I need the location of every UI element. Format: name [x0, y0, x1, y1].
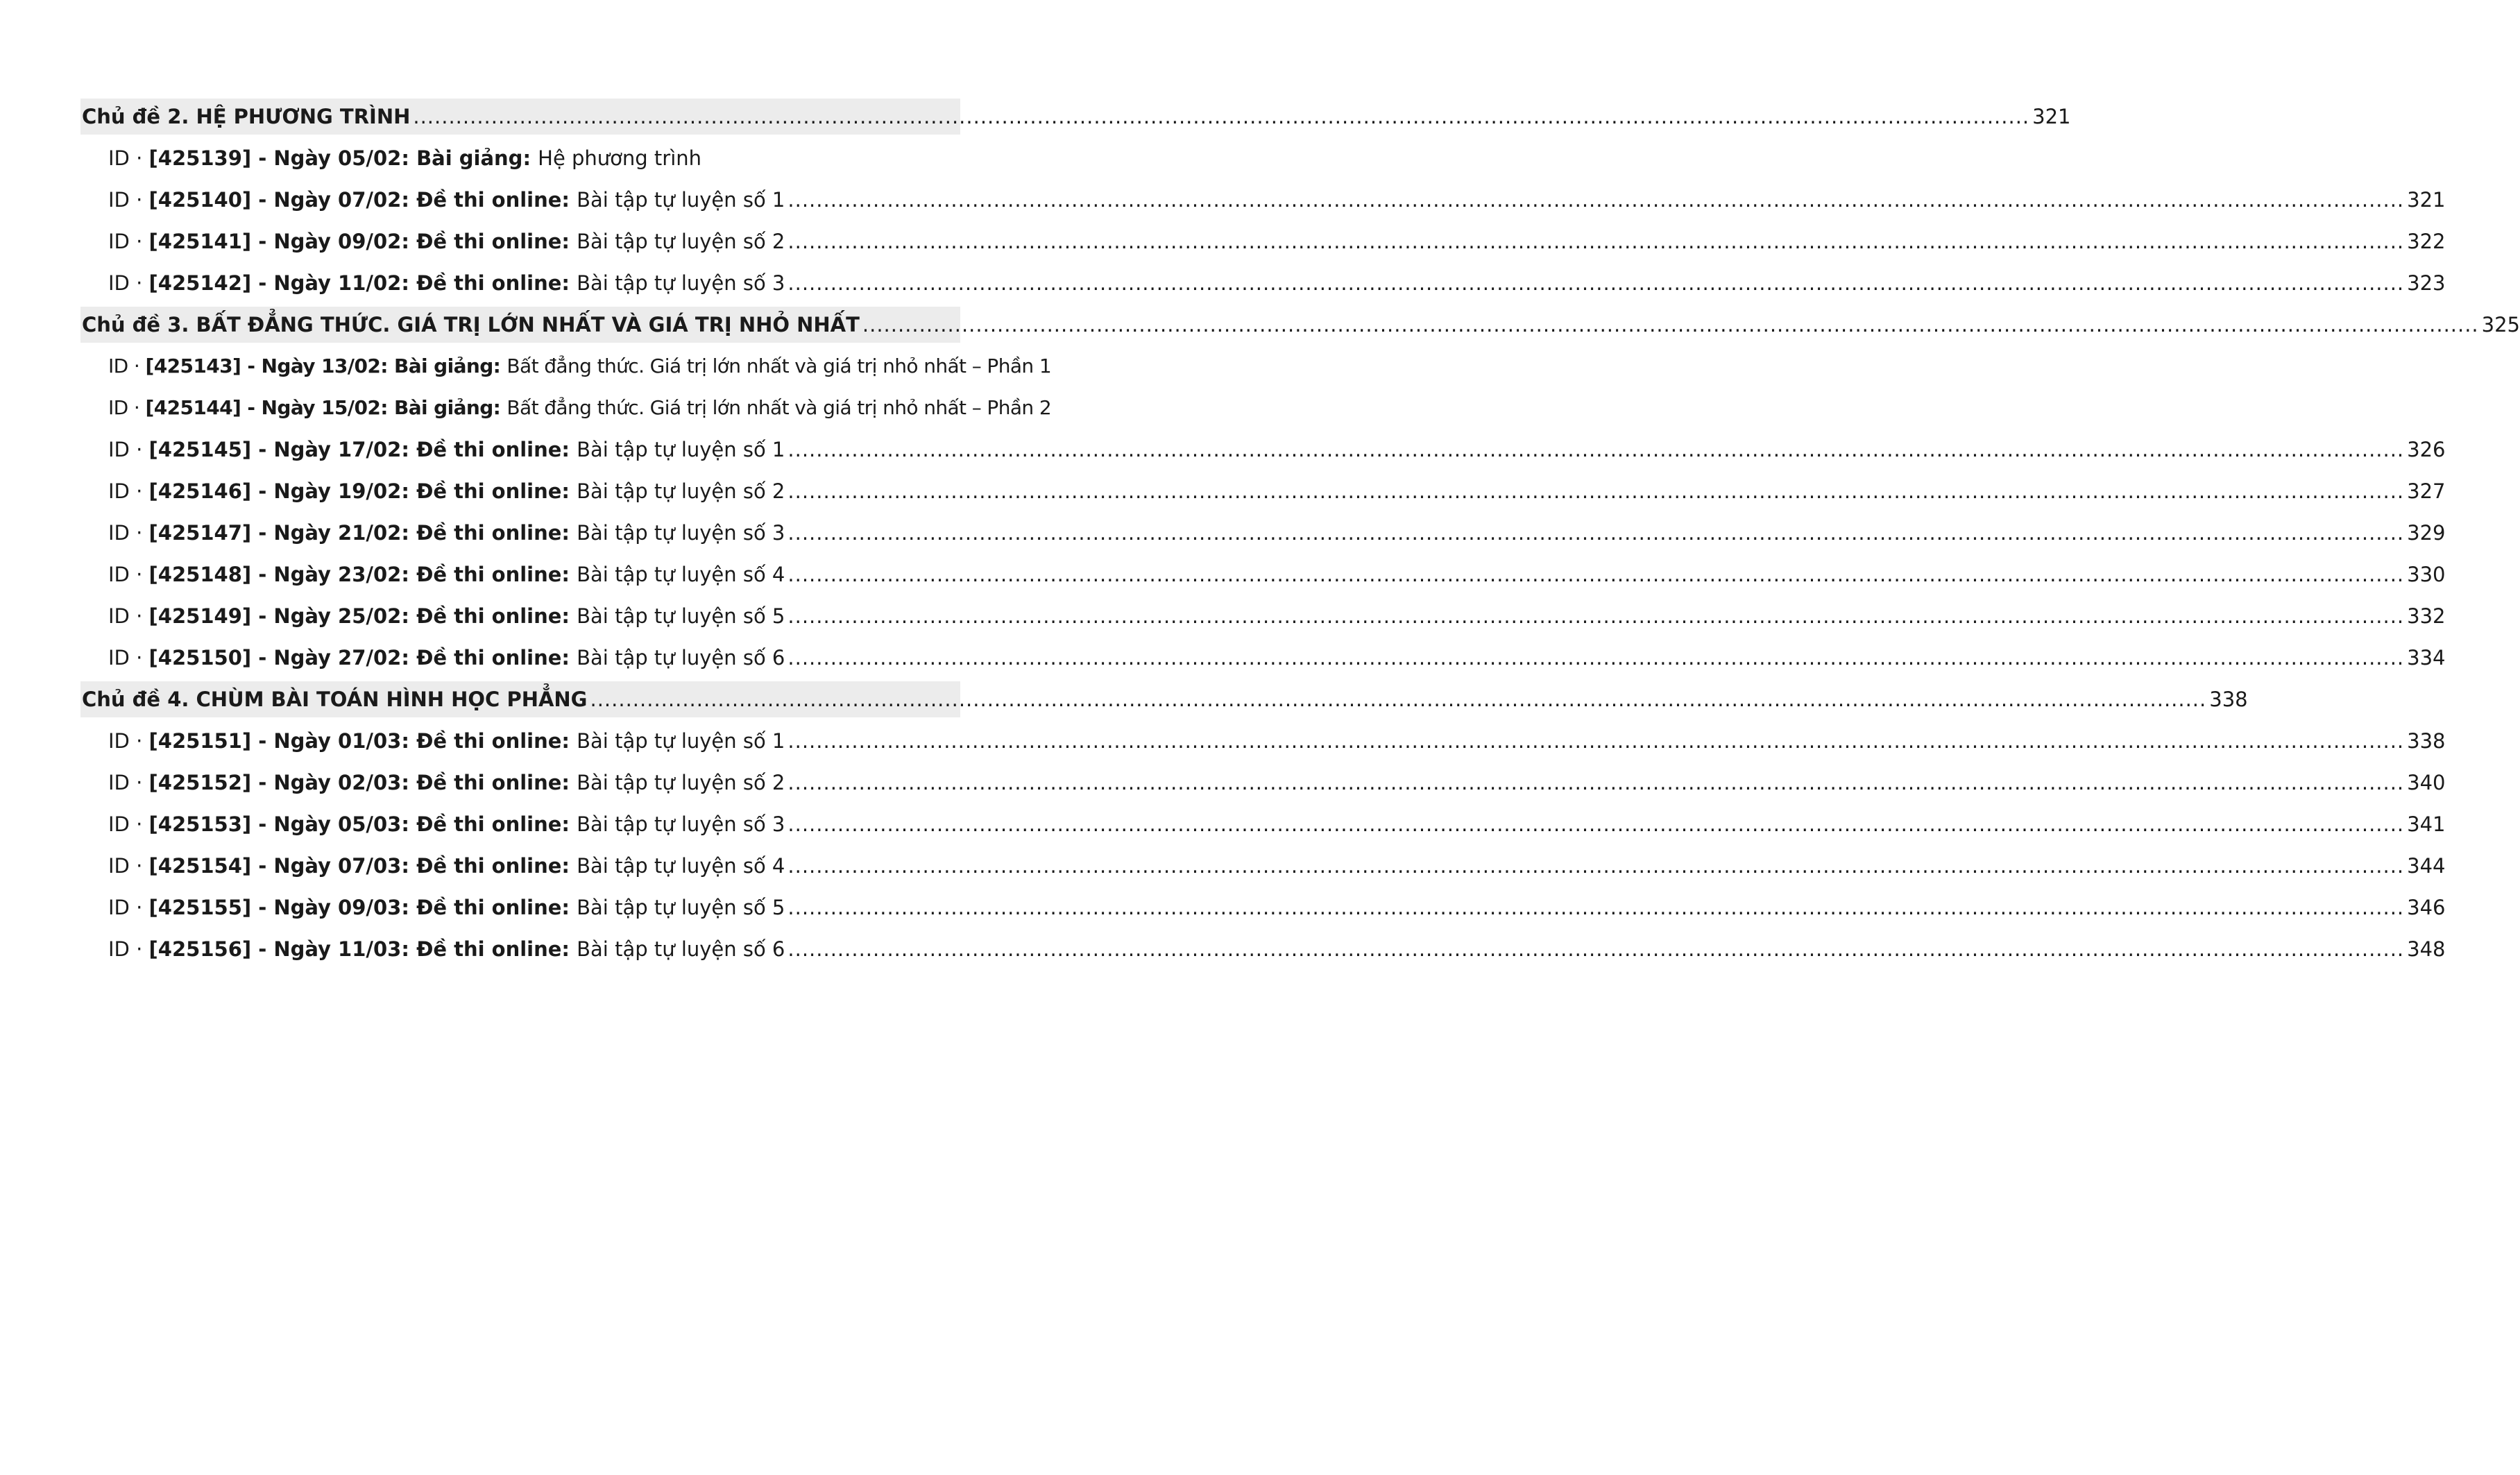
item-code: [425148] - Ngày 23/02:	[148, 563, 417, 586]
page-number: 348	[2407, 937, 2446, 961]
item-type: Đề thi online:	[416, 896, 577, 919]
item-code: [425154] - Ngày 07/03:	[148, 854, 417, 878]
dot-leader	[788, 720, 2404, 762]
item-type: Đề thi online:	[416, 479, 577, 503]
page-number: 340	[2407, 771, 2446, 794]
toc-topic-2[interactable]	[80, 99, 2071, 135]
page-number: 329	[2407, 521, 2446, 545]
item-prefix: ID ·	[108, 355, 146, 377]
topic-label: Chủ đề 3. BẤT ĐẲNG THỨC. GIÁ TRỊ LỚN NHẤT VÀ GIÁ TRỊ NHỎ NHẤT	[82, 313, 860, 336]
toc-item[interactable]	[80, 928, 2446, 970]
dot-leader	[590, 681, 2206, 717]
item-prefix: ID ·	[108, 479, 149, 503]
item-prefix: ID ·	[108, 188, 149, 212]
item-title: Bài tập tự luyện số 2	[577, 771, 785, 794]
item-code: [425156] - Ngày 11/03:	[148, 937, 417, 961]
item-prefix: ID ·	[108, 771, 149, 794]
item-type: Đề thi online:	[416, 937, 577, 961]
item-prefix: ID ·	[108, 230, 149, 253]
toc-item[interactable]	[80, 512, 2446, 554]
item-code: [425147] - Ngày 21/02:	[148, 521, 417, 545]
item-type: Đề thi online:	[416, 812, 577, 836]
item-code: [425142] - Ngày 11/02:	[148, 271, 417, 295]
item-prefix: ID ·	[108, 729, 149, 753]
page-number: 332	[2407, 604, 2446, 628]
item-title: Hệ phương trình	[538, 146, 702, 170]
toc-item[interactable]	[80, 762, 2446, 803]
dot-leader	[788, 429, 2404, 470]
item-prefix: ID ·	[108, 937, 149, 961]
dot-leader	[788, 595, 2404, 637]
item-type: Đề thi online:	[416, 521, 577, 545]
page-number: 321	[2032, 105, 2071, 128]
item-type: Đề thi online:	[416, 563, 577, 586]
page-number: 323	[2407, 271, 2446, 295]
item-prefix: ID ·	[108, 563, 149, 586]
item-code: [425150] - Ngày 27/02:	[148, 646, 417, 670]
item-type: Đề thi online:	[416, 854, 577, 878]
topic-label: Chủ đề 4. CHÙM BÀI TOÁN HÌNH HỌC PHẲNG	[82, 688, 588, 711]
item-code: [425144] - Ngày 15/02:	[145, 396, 394, 419]
item-prefix: ID ·	[108, 812, 149, 836]
item-title: Bài tập tự luyện số 2	[577, 479, 785, 503]
item-type: Bài giảng:	[393, 355, 507, 377]
page-number: 330	[2407, 563, 2446, 586]
toc-item[interactable]	[80, 137, 960, 179]
item-title: Bài tập tự luyện số 3	[577, 812, 785, 836]
toc-item[interactable]	[80, 637, 2446, 679]
dot-leader	[788, 928, 2404, 970]
page-number: 325	[2481, 313, 2520, 336]
item-title: Bài tập tự luyện số 4	[577, 854, 785, 878]
toc-item[interactable]	[80, 179, 2446, 221]
item-prefix: ID ·	[108, 896, 149, 919]
toc-topic-4[interactable]	[80, 681, 2248, 717]
dot-leader	[788, 554, 2404, 595]
page-number: 346	[2407, 896, 2446, 919]
item-title: Bài tập tự luyện số 6	[577, 646, 785, 670]
item-prefix: ID ·	[108, 604, 149, 628]
item-title: Bài tập tự luyện số 3	[577, 521, 785, 545]
page-number: 338	[2407, 729, 2446, 753]
item-title: Bài tập tự luyện số 1	[577, 188, 785, 212]
toc-item[interactable]	[80, 803, 2446, 845]
item-title: Bất đẳng thức. Giá trị lớn nhất và giá trị nhỏ nhất – Phần 1	[506, 355, 1052, 377]
toc-item[interactable]	[80, 221, 2446, 262]
toc-item[interactable]	[80, 346, 1052, 387]
item-code: [425140] - Ngày 07/02:	[148, 188, 417, 212]
item-code: [425149] - Ngày 25/02:	[148, 604, 417, 628]
item-code: [425155] - Ngày 09/03:	[148, 896, 417, 919]
item-type: Đề thi online:	[416, 646, 577, 670]
item-prefix: ID ·	[108, 146, 149, 170]
item-title: Bài tập tự luyện số 2	[577, 230, 785, 253]
dot-leader	[788, 637, 2404, 679]
toc-item[interactable]	[80, 429, 2446, 470]
dot-leader	[862, 307, 2479, 343]
toc-item[interactable]	[80, 387, 1052, 429]
item-title: Bài tập tự luyện số 5	[577, 896, 785, 919]
dot-leader	[788, 845, 2404, 887]
item-title: Bài tập tự luyện số 4	[577, 563, 785, 586]
item-prefix: ID ·	[108, 396, 146, 419]
toc-item[interactable]	[80, 887, 2446, 928]
dot-leader	[788, 762, 2404, 803]
item-code: [425141] - Ngày 09/02:	[148, 230, 417, 253]
dot-leader	[788, 221, 2404, 262]
item-prefix: ID ·	[108, 271, 149, 295]
item-code: [425151] - Ngày 01/03:	[148, 729, 417, 753]
page-number: 326	[2407, 438, 2446, 461]
toc-item[interactable]	[80, 554, 2446, 595]
page-number: 338	[2209, 688, 2248, 711]
topic-label: Chủ đề 2. HỆ PHƯƠNG TRÌNH	[82, 105, 411, 128]
item-title: Bài tập tự luyện số 3	[577, 271, 785, 295]
item-type: Đề thi online:	[416, 771, 577, 794]
toc-item[interactable]	[80, 720, 2446, 762]
item-code: [425139] - Ngày 05/02:	[148, 146, 417, 170]
item-code: [425152] - Ngày 02/03:	[148, 771, 417, 794]
item-prefix: ID ·	[108, 438, 149, 461]
item-prefix: ID ·	[108, 521, 149, 545]
toc-topic-3[interactable]	[80, 307, 2520, 343]
dot-leader	[788, 512, 2404, 554]
item-title: Bất đẳng thức. Giá trị lớn nhất và giá trị nhỏ nhất – Phần 2	[506, 396, 1052, 419]
item-title: Bài tập tự luyện số 6	[577, 937, 785, 961]
item-type: Bài giảng:	[416, 146, 538, 170]
item-type: Đề thi online:	[416, 271, 577, 295]
toc-item[interactable]	[80, 470, 2446, 512]
page-number: 322	[2407, 230, 2446, 253]
page-number: 327	[2407, 479, 2446, 503]
dot-leader	[788, 803, 2404, 845]
toc-item[interactable]	[80, 262, 2446, 304]
item-type: Đề thi online:	[416, 729, 577, 753]
toc-item[interactable]	[80, 595, 2446, 637]
page-number: 334	[2407, 646, 2446, 670]
item-type: Bài giảng:	[393, 396, 507, 419]
dot-leader	[788, 470, 2404, 512]
item-title: Bài tập tự luyện số 1	[577, 729, 785, 753]
page-number: 344	[2407, 854, 2446, 878]
item-type: Đề thi online:	[416, 438, 577, 461]
page-number: 341	[2407, 812, 2446, 836]
dot-leader	[788, 262, 2404, 304]
item-code: [425145] - Ngày 17/02:	[148, 438, 417, 461]
item-title: Bài tập tự luyện số 5	[577, 604, 785, 628]
dot-leader	[788, 887, 2404, 928]
dot-leader	[413, 99, 2029, 135]
item-type: Đề thi online:	[416, 230, 577, 253]
item-type: Đề thi online:	[416, 604, 577, 628]
item-code: [425153] - Ngày 05/03:	[148, 812, 417, 836]
toc-item[interactable]	[80, 845, 2446, 887]
item-code: [425143] - Ngày 13/02:	[145, 355, 394, 377]
item-code: [425146] - Ngày 19/02:	[148, 479, 417, 503]
dot-leader	[788, 179, 2404, 221]
item-type: Đề thi online:	[416, 188, 577, 212]
item-prefix: ID ·	[108, 646, 149, 670]
item-prefix: ID ·	[108, 854, 149, 878]
item-title: Bài tập tự luyện số 1	[577, 438, 785, 461]
table-of-contents	[80, 96, 2520, 970]
page-number: 321	[2407, 188, 2446, 212]
